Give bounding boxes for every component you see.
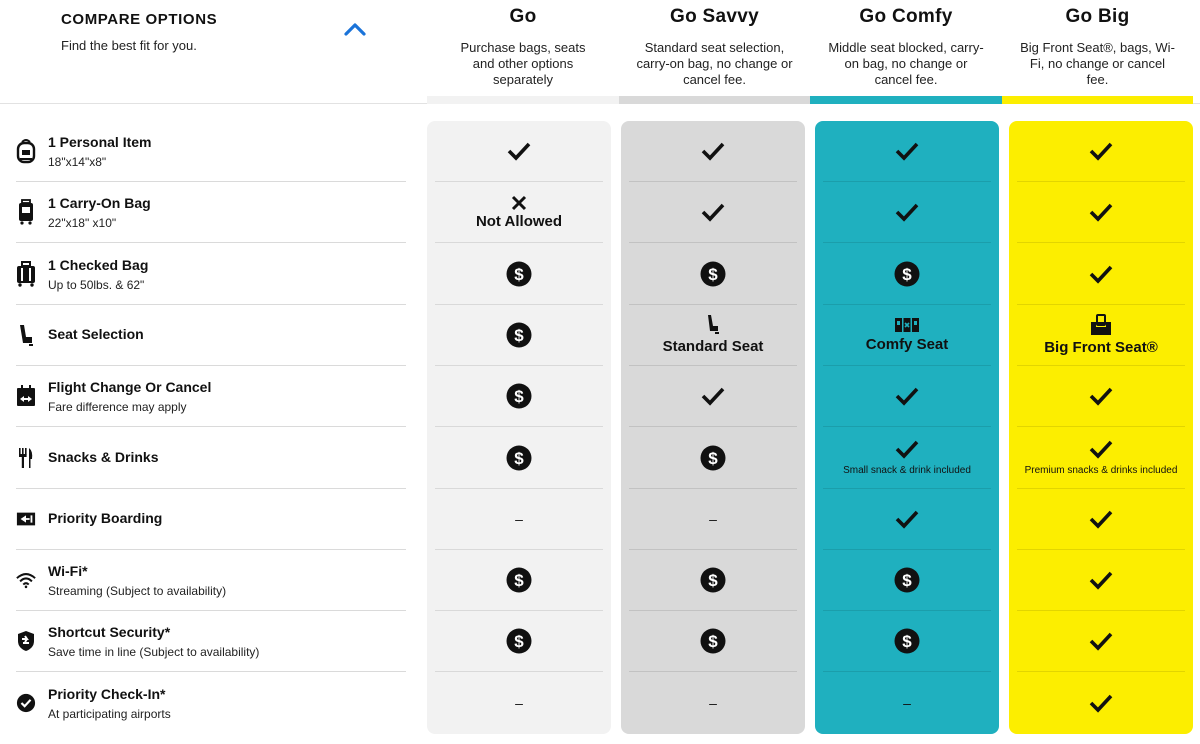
plan-cell: [823, 428, 991, 489]
checkmark-icon: [1089, 631, 1113, 651]
plan-cell: [435, 550, 603, 611]
feature-subtitle: 18"x14"x8": [48, 155, 107, 169]
feature-subtitle: 22"x18" x10": [48, 216, 117, 231]
plan-cell: [629, 244, 797, 305]
not-available-dash: –: [709, 695, 717, 712]
feature-subtitle: Up to 50lbs. & 62": [48, 277, 145, 292]
plan-description: Big Front Seat®, bags, Wi-Fi, no change or cancel fee.: [1020, 40, 1175, 87]
plan-cell: [1017, 611, 1185, 672]
checkmark-icon: [895, 202, 919, 222]
plan-header-go-comfy: [810, 0, 1002, 104]
plan-cell: [629, 121, 797, 182]
svg-text:$: $: [514, 632, 524, 652]
plan-cell: [823, 366, 991, 427]
plan-cell: [435, 428, 603, 489]
check-circle-icon: [16, 691, 36, 715]
plan-cell: [435, 305, 603, 366]
boarding-icon: [16, 507, 36, 531]
feature-row: [16, 305, 406, 366]
svg-text:$: $: [708, 264, 718, 284]
plan-cell: [1017, 121, 1185, 182]
backpack-icon: [16, 139, 36, 163]
feature-title: Priority Check-In*: [48, 685, 166, 702]
plan-color-bar: [427, 96, 619, 104]
feature-row: [16, 182, 406, 243]
plan-description: Middle seat blocked, carry-on bag, no change or cancel fee.: [828, 40, 984, 87]
big-front-seat-icon: [1090, 313, 1112, 337]
checkmark-icon: [701, 202, 725, 222]
dollar-icon: [700, 567, 726, 593]
cell-note: Small snack & drink included: [843, 465, 971, 476]
compare-title: COMPARE OPTIONS: [61, 11, 218, 28]
plan-color-bar: [810, 96, 1002, 104]
svg-text:$: $: [708, 571, 718, 591]
dollar-icon: [506, 383, 532, 409]
feature-title: Snacks & Drinks: [48, 448, 159, 465]
not-available-dash: –: [903, 695, 911, 712]
checkmark-icon: [1089, 202, 1113, 222]
compare-subtitle: Find the best fit for you.: [61, 38, 197, 53]
cell-label: Comfy Seat: [865, 336, 949, 354]
plan-header-go-savvy: [619, 0, 810, 104]
checkmark-icon: [1089, 141, 1113, 161]
svg-text:$: $: [708, 632, 718, 652]
svg-text:$: $: [514, 264, 524, 284]
dollar-icon: [506, 567, 532, 593]
feature-title: Wi-Fi*: [48, 563, 88, 580]
plan-column-go-comfy: [815, 121, 999, 734]
feature-row: [16, 428, 406, 489]
plan-cell: [1017, 550, 1185, 611]
checkmark-icon: [1089, 264, 1113, 284]
feature-row: [16, 489, 406, 550]
plan-cell: [629, 673, 797, 734]
checkmark-icon: [1089, 439, 1113, 459]
seat-icon: [16, 323, 36, 347]
checkmark-icon: [895, 386, 919, 406]
dollar-icon: [894, 261, 920, 287]
feature-title: 1 Checked Bag: [48, 256, 149, 273]
plan-cell: [1017, 182, 1185, 243]
checkmark-icon: [1089, 509, 1113, 529]
checkmark-icon: [895, 141, 919, 161]
plan-name: Go: [509, 6, 537, 27]
checkmark-icon: [895, 509, 919, 529]
plan-cell: [1017, 428, 1185, 489]
plan-cell: [629, 428, 797, 489]
shield-icon: [16, 629, 36, 653]
feature-title: Shortcut Security*: [48, 624, 171, 641]
feature-row: [16, 673, 406, 734]
svg-text:$: $: [708, 448, 718, 468]
plan-cell: [629, 550, 797, 611]
plan-header-go: [427, 0, 619, 104]
cell-label: Big Front Seat®: [1044, 339, 1158, 357]
plan-cell: [435, 244, 603, 305]
dollar-icon: [506, 322, 532, 348]
feature-row: [16, 366, 406, 427]
feature-title: Seat Selection: [48, 325, 144, 342]
dollar-icon: [506, 261, 532, 287]
dollar-icon: [700, 445, 726, 471]
suitcase-icon: [16, 262, 36, 286]
plan-cell: [823, 611, 991, 672]
plan-cell: [629, 366, 797, 427]
checkmark-icon: [1089, 570, 1113, 590]
dollar-icon: [506, 445, 532, 471]
cell-note: Premium snacks & drinks included: [1024, 465, 1178, 476]
svg-text:$: $: [514, 571, 524, 591]
plan-cell: [823, 244, 991, 305]
plan-header-go-big: [1002, 0, 1193, 104]
checkmark-icon: [701, 386, 725, 406]
close-icon: [511, 195, 527, 211]
checkmark-icon: [701, 141, 725, 161]
comfy-seat-icon: [894, 316, 920, 334]
wifi-icon: [16, 568, 36, 592]
feature-subtitle: Fare difference may apply: [48, 400, 187, 415]
cell-label: Standard Seat: [662, 338, 764, 356]
plan-cell: [629, 489, 797, 550]
dollar-icon: [506, 628, 532, 654]
plan-cell: [435, 182, 603, 243]
svg-text:$: $: [902, 632, 912, 652]
dollar-icon: [894, 567, 920, 593]
plan-cell: [823, 121, 991, 182]
feature-title: 1 Personal Item: [48, 134, 152, 150]
feature-row: [16, 550, 406, 611]
feature-subtitle: Save time in line (Subject to availability): [48, 645, 260, 660]
plan-name: Go Savvy: [669, 6, 759, 27]
plan-column-go-savvy: [621, 121, 805, 734]
feature-title: Flight Change Or Cancel: [48, 379, 212, 396]
not-available-dash: –: [515, 510, 523, 527]
plan-color-bar: [619, 96, 810, 104]
svg-text:$: $: [514, 325, 524, 345]
fork-knife-icon: [16, 446, 36, 470]
plan-cell: [435, 121, 603, 182]
standard-seat-icon: [706, 314, 720, 336]
feature-subtitle: At participating airports: [48, 706, 171, 721]
not-available-dash: –: [515, 695, 523, 712]
plan-cell: [1017, 305, 1185, 366]
plan-cell: [629, 182, 797, 243]
plan-cell: [823, 305, 991, 366]
collapse-button[interactable]: [341, 18, 369, 40]
svg-text:$: $: [514, 448, 524, 468]
plan-cell: [435, 489, 603, 550]
checkmark-icon: [1089, 693, 1113, 713]
plan-cell: [1017, 366, 1185, 427]
dollar-icon: [700, 261, 726, 287]
feature-title: Priority Boarding: [48, 509, 163, 526]
plan-cell: [629, 611, 797, 672]
plan-column-go-big: [1009, 121, 1193, 734]
compare-header: [0, 0, 1200, 104]
plan-cell: [1017, 244, 1185, 305]
not-available-dash: –: [709, 510, 717, 527]
plan-color-bar: [1002, 96, 1193, 104]
carry-on-icon: [16, 200, 36, 224]
checkmark-icon: [1089, 386, 1113, 406]
plan-cell: [1017, 673, 1185, 734]
plan-cell: [435, 673, 603, 734]
cell-label: Not Allowed: [475, 212, 563, 230]
svg-text:$: $: [902, 571, 912, 591]
feature-row: [16, 121, 406, 182]
plan-cell: [1017, 489, 1185, 550]
calendar-change-icon: [16, 384, 36, 408]
dollar-icon: [894, 628, 920, 654]
plan-cell: [435, 366, 603, 427]
feature-row: [16, 244, 406, 305]
plan-cell: [823, 182, 991, 243]
plan-cell: [629, 305, 797, 366]
plan-name: Go Comfy: [859, 6, 953, 27]
feature-title: 1 Carry-On Bag: [48, 195, 151, 212]
plan-cell: [823, 673, 991, 734]
plan-name: Go Big: [1065, 6, 1130, 27]
checkmark-icon: [507, 141, 531, 161]
plan-description: Standard seat selection, carry-on bag, no change or cancel fee.: [636, 40, 793, 87]
plan-cell: [823, 489, 991, 550]
plan-column-go: [427, 121, 611, 734]
dollar-icon: [700, 628, 726, 654]
plan-cell: [823, 550, 991, 611]
checkmark-icon: [895, 439, 919, 459]
plan-cell: [435, 611, 603, 672]
svg-text:$: $: [514, 387, 524, 407]
plan-description: Purchase bags, seats and other options separately: [460, 40, 586, 87]
feature-row: [16, 611, 406, 672]
svg-text:$: $: [902, 264, 912, 284]
chevron-up-icon: [341, 18, 369, 40]
feature-subtitle: Streaming (Subject to availability): [48, 584, 227, 599]
